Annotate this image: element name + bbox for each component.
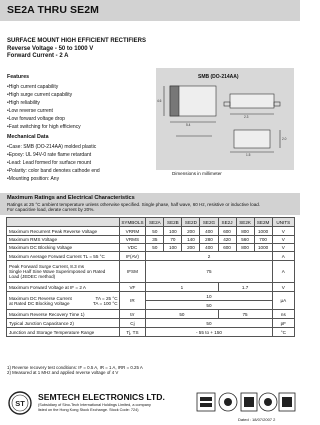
table-cell: Junction and Storage Temperature Range bbox=[7, 328, 120, 337]
company-subsidiary-note bbox=[38, 403, 198, 412]
table-header: SE2M bbox=[254, 218, 272, 227]
table-header-row bbox=[7, 218, 295, 227]
table-cell: trr bbox=[119, 310, 146, 319]
table-cell: IFSM bbox=[119, 261, 146, 283]
table-cell: 35 bbox=[146, 236, 164, 244]
cell-line: Peak Forward Surge Current, 8.3 ms bbox=[9, 264, 85, 269]
table-cell: A bbox=[272, 252, 294, 261]
table-row bbox=[7, 310, 295, 319]
table-row bbox=[7, 227, 295, 236]
table-cell: VRMS bbox=[119, 236, 146, 244]
table-cell: 100 bbox=[164, 227, 182, 236]
table-cell: V bbox=[272, 283, 294, 292]
cell-line: Single Half Sine Wave Superimposed on Rated bbox=[9, 269, 106, 274]
table-cell: 1000 bbox=[254, 227, 272, 236]
table-cell: IR bbox=[119, 292, 146, 310]
footnote: 1) Reverse recovery test conditions: IF = 0.5 A, IR = 1 A, IRR = 0.25 A bbox=[7, 365, 143, 370]
table-cell: 70 bbox=[164, 236, 182, 244]
table-header: SE2J bbox=[218, 218, 236, 227]
company-note-line: (Subsidiary of Sino-Tech International Holdings Limited, a company bbox=[38, 403, 151, 407]
table-cell bbox=[7, 261, 120, 283]
table-cell: Typical Junction Capacitance 2) bbox=[7, 319, 120, 328]
reverse-voltage-range: Reverse Voltage - 50 to 1000 V bbox=[7, 45, 94, 52]
table-cell: Cj bbox=[119, 319, 146, 328]
list-item: • Polarity: color band denotes cathode end bbox=[7, 167, 100, 175]
table-row bbox=[7, 236, 295, 244]
table-cell: 50 bbox=[146, 301, 272, 310]
table-cell: IF(AV) bbox=[119, 252, 146, 261]
table-cell: Tj, TS bbox=[119, 328, 146, 337]
company-name: SEMTECH ELECTRONICS LTD. bbox=[38, 392, 165, 402]
table-cell: VRRM bbox=[119, 227, 146, 236]
table-row bbox=[7, 319, 295, 328]
list-item: • High current capability bbox=[7, 83, 81, 91]
package-outline-drawing bbox=[156, 68, 294, 170]
table-cell: 50 bbox=[146, 319, 272, 328]
table-cell: Maximum Recurrent Peak Reverse Voltage bbox=[7, 227, 120, 236]
table-cell: pF bbox=[272, 319, 294, 328]
table-cell: 50 bbox=[146, 227, 164, 236]
features-heading: Features bbox=[7, 74, 30, 80]
ratings-note-line: For capacitive load, derate current by 20%. bbox=[7, 207, 95, 213]
table-cell: 1 bbox=[146, 283, 218, 292]
ratings-title: Maximum Ratings and Electrical Characteristics bbox=[7, 195, 135, 201]
table-cell: 2 bbox=[146, 252, 272, 261]
footnote: 2) Measured at 1 MHz and applied reverse voltage of 4 V bbox=[7, 370, 119, 376]
table-cell: V bbox=[272, 236, 294, 244]
title-bar bbox=[0, 0, 300, 21]
table-cell: Maximum RMS Voltage bbox=[7, 236, 120, 244]
table-cell: °C bbox=[272, 328, 294, 337]
list-item: • Low reverse current bbox=[7, 107, 81, 115]
table-cell: 420 bbox=[218, 236, 236, 244]
table-cell: 75 bbox=[218, 310, 272, 319]
mechanical-data-list bbox=[7, 143, 100, 183]
table-cell: - 55 to + 150 bbox=[146, 328, 272, 337]
table-cell: 50 bbox=[146, 244, 164, 252]
table-cell: VDC bbox=[119, 244, 146, 252]
table-cell: 200 bbox=[182, 227, 200, 236]
condition-label: TA = 25 °C bbox=[95, 295, 118, 301]
table-cell: A bbox=[272, 261, 294, 283]
mechanical-data-heading: Mechanical Data bbox=[7, 134, 49, 140]
table-cell: Maximum Forward Voltage at IF = 2 A bbox=[7, 283, 120, 292]
cell-line: Maximum DC Reverse Current bbox=[9, 295, 72, 301]
table-row bbox=[7, 244, 295, 252]
table-cell: 50 bbox=[146, 310, 218, 319]
table-row bbox=[7, 328, 295, 337]
table-row bbox=[7, 261, 295, 283]
list-item: • Fast switching for high efficiency bbox=[7, 123, 81, 131]
page-title: SE2A THRU SE2M bbox=[7, 4, 100, 16]
table-cell: 400 bbox=[200, 227, 218, 236]
table-cell: Maximum Reverse Recovery Time 1) bbox=[7, 310, 120, 319]
table-cell: Maximum Average Forward Current TL = 55 °C bbox=[7, 252, 120, 261]
svg-text:2.3: 2.3 bbox=[244, 115, 249, 119]
table-cell: 1000 bbox=[254, 244, 272, 252]
table-cell: ns bbox=[272, 310, 294, 319]
package-drawing-icon bbox=[156, 68, 294, 170]
cell-line: Load (JEDEC method) bbox=[9, 274, 56, 279]
table-cell: 800 bbox=[236, 227, 254, 236]
table-cell: 75 bbox=[146, 261, 272, 283]
table-row bbox=[7, 292, 295, 301]
svg-text:1.5: 1.5 bbox=[246, 153, 251, 157]
svg-text:5.4: 5.4 bbox=[186, 123, 191, 127]
list-item: • Lead: Lead formed for surface mount bbox=[7, 159, 100, 167]
table-cell: 140 bbox=[182, 236, 200, 244]
table-cell: 700 bbox=[254, 236, 272, 244]
table-cell: 10 bbox=[146, 292, 272, 301]
product-subheading bbox=[7, 38, 146, 61]
ratings-note bbox=[7, 202, 287, 213]
package-label: SMB (DO-214AA) bbox=[198, 74, 239, 80]
list-item: • Epoxy: UL 94V-0 rate flame retardant bbox=[7, 151, 100, 159]
table-header: SE2D bbox=[182, 218, 200, 227]
list-item: • Mounting position: Any bbox=[7, 175, 100, 183]
table-cell: 560 bbox=[236, 236, 254, 244]
footnotes bbox=[7, 365, 143, 376]
table-cell: 800 bbox=[236, 244, 254, 252]
table-cell: µA bbox=[272, 292, 294, 310]
svg-text:4.6: 4.6 bbox=[157, 99, 162, 103]
table-header: SE2A bbox=[146, 218, 164, 227]
table-header: SE2G bbox=[200, 218, 218, 227]
table-row bbox=[7, 283, 295, 292]
forward-current-rating: Forward Current - 2 A bbox=[7, 53, 69, 60]
table-cell: Maximum DC Blocking Voltage bbox=[7, 244, 120, 252]
table-cell: V bbox=[272, 227, 294, 236]
table-row bbox=[7, 252, 295, 261]
features-list bbox=[7, 83, 81, 131]
list-item: • High reliability bbox=[7, 99, 81, 107]
table-cell: 280 bbox=[200, 236, 218, 244]
ratings-table bbox=[6, 217, 295, 337]
table-cell: 100 bbox=[164, 244, 182, 252]
list-item: • High surge current capability bbox=[7, 91, 81, 99]
product-type: SURFACE MOUNT HIGH EFFICIENT RECTIFIERS bbox=[7, 38, 147, 44]
table-cell: V bbox=[272, 244, 294, 252]
semtech-logo-icon bbox=[8, 391, 32, 415]
table-header bbox=[7, 218, 120, 227]
list-item: • Low forward voltage drop bbox=[7, 115, 81, 123]
company-note-line: listed on the Hong Kong Stock Exchange. Stock Code: 724) bbox=[38, 407, 139, 412]
condition-label: TA = 100 °C bbox=[92, 300, 118, 306]
svg-text:2.0: 2.0 bbox=[282, 137, 287, 141]
cell-line: at Rated DC Blocking Voltage bbox=[9, 300, 70, 306]
table-cell: 1.7 bbox=[218, 283, 272, 292]
logo-text: ST bbox=[15, 399, 25, 408]
table-cell: 600 bbox=[218, 244, 236, 252]
table-header: SYMBOLS bbox=[119, 218, 146, 227]
table-header: UNITS bbox=[272, 218, 294, 227]
table-cell: 400 bbox=[200, 244, 218, 252]
table-cell: 200 bbox=[182, 244, 200, 252]
list-item: • Case: SMB (DO-214AA) molded plastic bbox=[7, 143, 100, 151]
table-cell: VF bbox=[119, 283, 146, 292]
table-cell bbox=[7, 292, 120, 310]
table-header: SE2K bbox=[236, 218, 254, 227]
table-cell: 600 bbox=[218, 227, 236, 236]
ratings-note-line: Ratings at 25 °C ambient temperature unless otherwise specified. Single phase, half wave, 60 Hz, resistive or inductive load. bbox=[7, 202, 261, 207]
dimensions-caption: Dimensions in millimeter bbox=[172, 171, 222, 176]
certification-logos-icon bbox=[196, 391, 296, 415]
table-header: SE2B bbox=[164, 218, 182, 227]
dated-label: Dated : 18/07/2007 2 bbox=[238, 417, 276, 422]
